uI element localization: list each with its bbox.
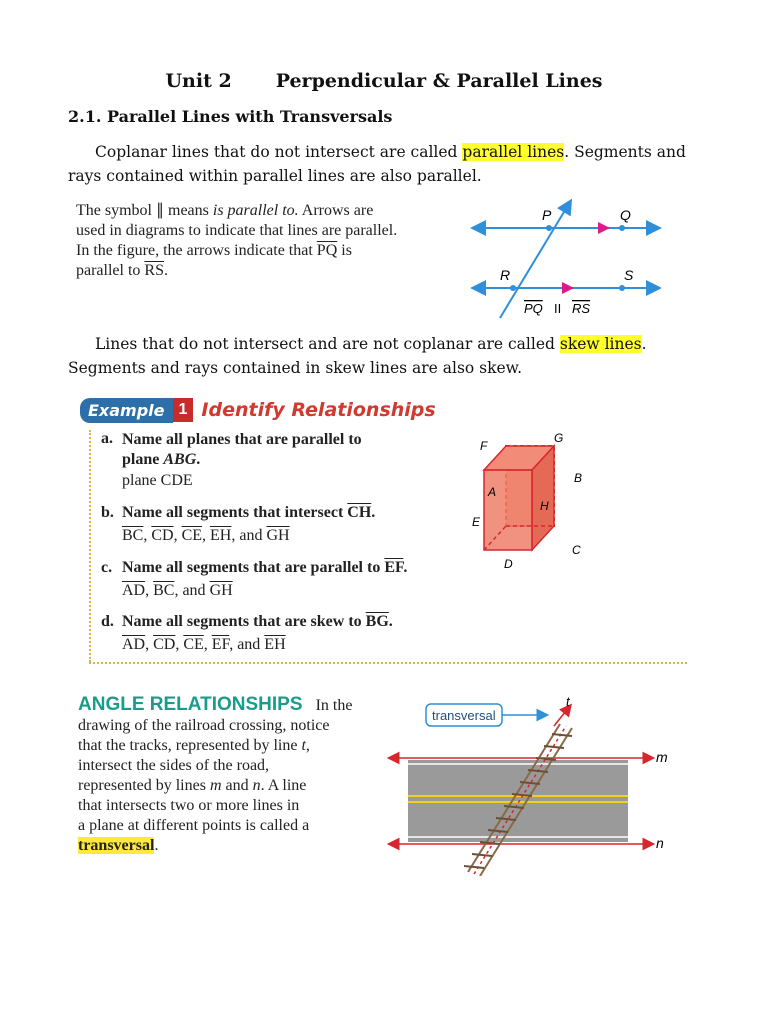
caption-rs: RS <box>572 301 591 316</box>
question-b: b. <box>101 504 114 521</box>
railroad-crossing-figure <box>384 692 694 876</box>
parallel-arrow-top <box>598 222 610 234</box>
cube-label-a: A <box>488 485 497 499</box>
example-number: 1 <box>173 398 194 422</box>
question-c: c. <box>101 559 113 576</box>
skew-paragraph: Lines that do not intersect and are not coplanar are called skew lines. Segments and rays contained in skew lines are also skew. <box>68 335 647 377</box>
cube-label-h: H <box>540 499 549 513</box>
answer-d: $\overline{AD}$, $\overline{CD}$, $\overline{CE}$, $\overline{EF}$, and $\overline{EH}$ <box>122 636 286 653</box>
angle-relationships-block: ANGLE RELATIONSHIPS In the drawing of the railroad crossing, notice that the tracks, represented by line t, intersect the sides of the road, represented by lines m and n. A line that intersects two or more lines in a plane at different points is called a transversal. <box>78 694 353 854</box>
example-header <box>80 396 436 424</box>
answer-b: $\overline{BC}$, $\overline{CD}$, $\overline{CE}$, $\overline{EH}$, and $\overline{GH}$ <box>122 527 290 544</box>
cube-front-face <box>484 470 532 550</box>
answer-c: $\overline{AD}$, $\overline{BC}$, and $\overline{GH}$ <box>122 582 233 599</box>
label-r: R <box>500 267 511 283</box>
transversal-callout-text: transversal <box>432 708 496 723</box>
label-p: P <box>542 207 552 223</box>
question-d: d. <box>101 613 114 630</box>
intro-text-end: . Segments and rays contained within parallel lines are also parallel. <box>68 143 686 185</box>
question-d-text: Name all segments that are skew to $\overline{BG}$. <box>122 613 393 630</box>
cube-label-d: D <box>504 557 513 571</box>
parallel-symbol: ∥ <box>156 202 164 219</box>
question-a: a. <box>101 430 113 447</box>
page-title <box>0 70 768 92</box>
unit-label: Unit 2 <box>165 70 232 92</box>
parallel-lines-highlight: parallel lines <box>462 143 565 161</box>
parallel-arrow-bottom <box>562 282 574 294</box>
cube-label-e: E <box>472 515 481 529</box>
angle-heading: ANGLE RELATIONSHIPS <box>78 694 303 715</box>
question-a-text: Name all planes that are parallel to plane ABG. <box>122 431 362 468</box>
section-heading: 2.1. Parallel Lines with Transversals <box>68 107 393 126</box>
label-t: t <box>566 694 570 709</box>
parallel-symbol-note: The symbol ∥ means is parallel to. Arrows are used in diagrams to indicate that lines are parallel. In the figure, the arrows indicate that $\overline{PQ}$ is parallel to $\overline{RS}$. <box>76 202 398 279</box>
cube-label-g: G <box>554 431 564 445</box>
caption-parallel: II <box>554 301 562 316</box>
cube-label-c: C <box>572 543 581 557</box>
label-m: m <box>656 749 668 765</box>
caption-pq: PQ <box>524 301 543 316</box>
question-b-text: Name all segments that intersect $\overline{CH}$. <box>122 504 376 521</box>
label-q: Q <box>620 207 631 223</box>
example-border-bottom <box>89 662 687 664</box>
line-t-arrow <box>554 706 570 726</box>
label-n: n <box>656 835 664 851</box>
line-pq: $\overline{PQ}$ <box>316 242 338 259</box>
unit-topic: Perpendicular & Parallel Lines <box>275 70 603 92</box>
question-c-text: Name all segments that are parallel to $\overline{EF}$. <box>122 559 408 576</box>
transversal-highlight: transversal <box>78 837 155 854</box>
parallel-lines-figure <box>468 196 668 320</box>
intro-text: Coplanar lines that do not intersect are called <box>95 143 463 161</box>
cube-label-f: F <box>480 439 488 453</box>
cube-figure <box>466 428 596 578</box>
intro-paragraph <box>68 140 698 188</box>
label-s: S <box>624 267 634 283</box>
skew-lines-highlight: skew lines <box>559 335 642 353</box>
example-badge: Example <box>80 398 173 423</box>
line-rs: $\overline{RS}$ <box>144 262 164 279</box>
example-title: Identify Relationships <box>201 399 436 421</box>
answer-a: plane CDE <box>122 472 193 489</box>
example-border-left <box>89 430 92 662</box>
cube-label-b: B <box>574 471 583 485</box>
